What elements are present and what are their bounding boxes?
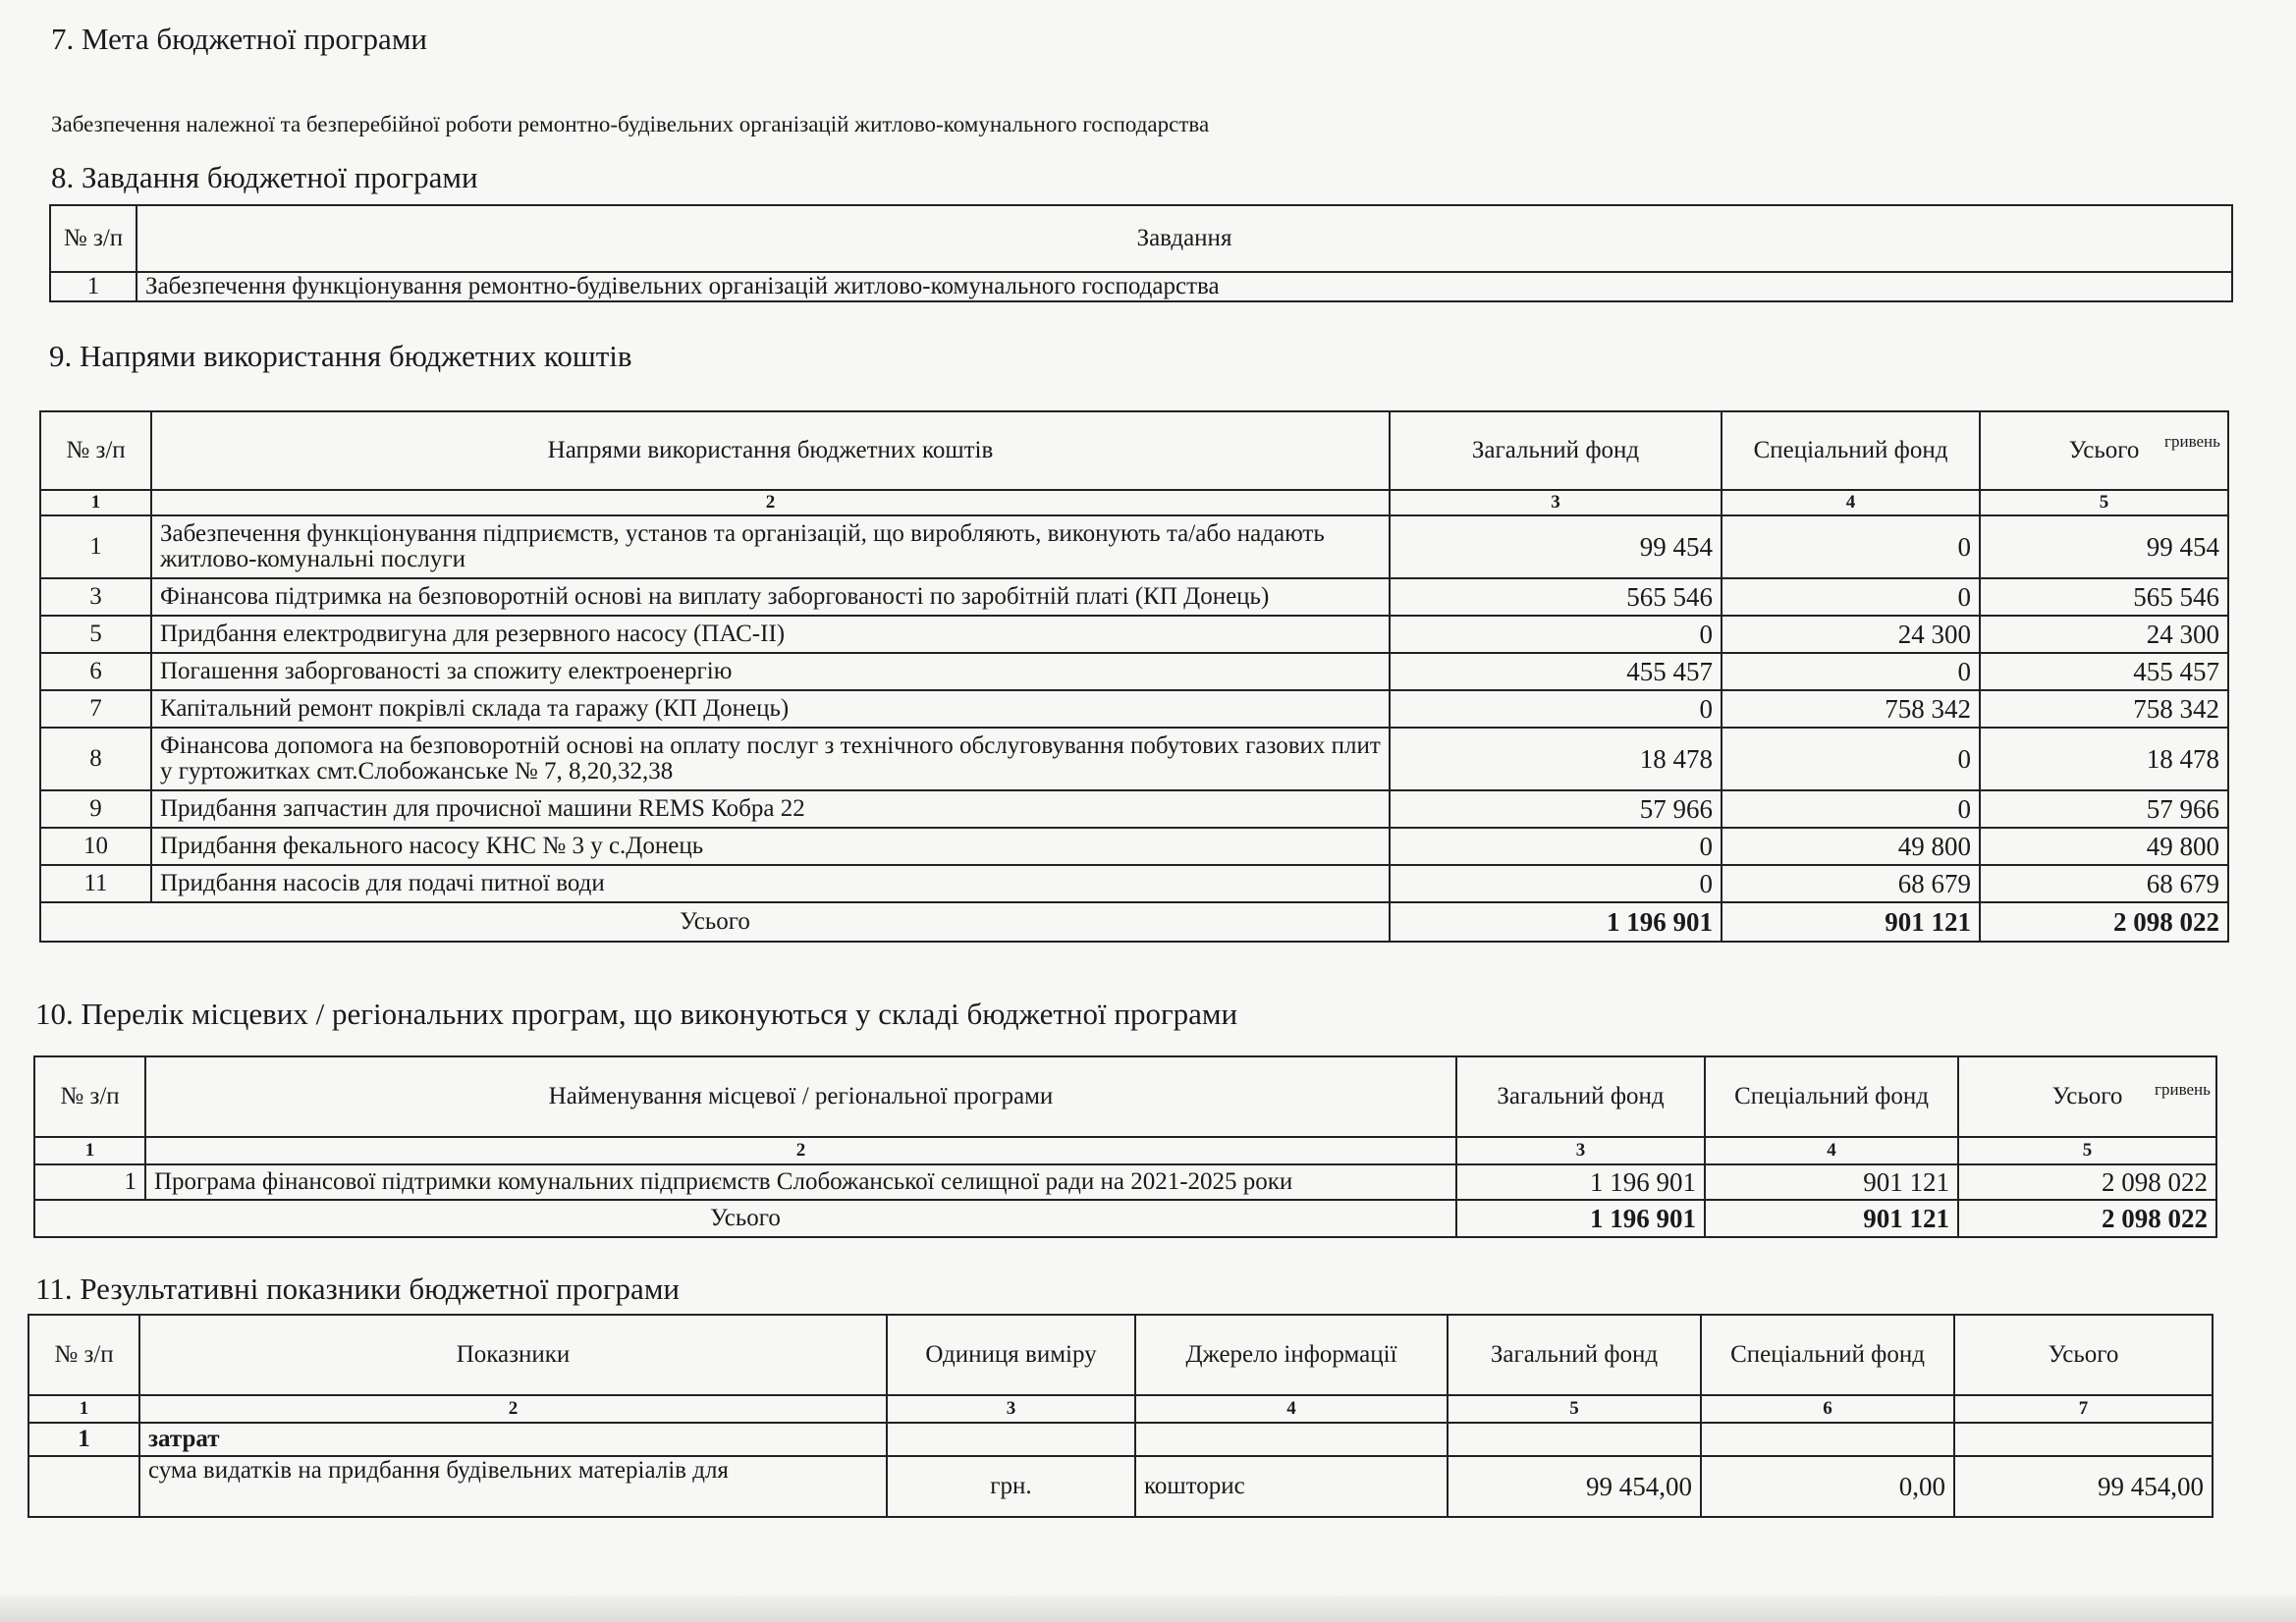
column-header-general-fund: Загальний фонд — [1456, 1056, 1705, 1137]
table-row — [50, 272, 2232, 301]
empty-cell — [1448, 1423, 1701, 1456]
column-index: 2 — [139, 1395, 887, 1423]
row-general-fund: 0 — [1390, 690, 1722, 728]
table-header-row — [50, 205, 2232, 272]
row-direction: Придбання запчастин для прочисної машини REMS Кобра 22 — [151, 790, 1390, 828]
group-label: затрат — [139, 1423, 887, 1456]
table-row — [34, 1164, 2216, 1200]
column-header-total: Усього — [1954, 1315, 2213, 1395]
column-header-general-fund: Загальний фонд — [1390, 411, 1722, 490]
table-header-row — [34, 1056, 2216, 1137]
row-num: 10 — [40, 828, 151, 865]
table-row — [40, 828, 2228, 865]
row-general-fund: 1 196 901 — [1456, 1164, 1705, 1200]
row-num: 1 — [50, 272, 137, 301]
column-header-general-fund: Загальний фонд — [1448, 1315, 1701, 1395]
table-row — [40, 578, 2228, 616]
table-row — [28, 1456, 2213, 1517]
column-index-row — [28, 1395, 2213, 1423]
column-index: 6 — [1701, 1395, 1954, 1423]
row-direction: Придбання фекального насосу КНС № 3 у с.Донець — [151, 828, 1390, 865]
row-program-name: Програма фінансової підтримки комунальних підприємств Слобожанської селищної ради на 2021-2025 роки — [145, 1164, 1456, 1200]
table-row — [40, 790, 2228, 828]
row-general-fund: 57 966 — [1390, 790, 1722, 828]
row-general-fund: 0 — [1390, 616, 1722, 653]
row-num: 11 — [40, 865, 151, 902]
column-index: 3 — [1456, 1137, 1705, 1164]
table-row — [40, 515, 2228, 578]
row-direction: Погашення заборгованості за спожиту електроенергію — [151, 653, 1390, 690]
column-index: 2 — [145, 1137, 1456, 1164]
table-row — [40, 728, 2228, 790]
empty-cell — [1701, 1423, 1954, 1456]
table-header-row — [28, 1315, 2213, 1395]
column-index: 5 — [1448, 1395, 1701, 1423]
column-index: 7 — [1954, 1395, 2213, 1423]
column-header-special-fund: Спеціальний фонд — [1701, 1315, 1954, 1395]
row-general-fund: 18 478 — [1390, 728, 1722, 790]
row-total: 455 457 — [1980, 653, 2228, 690]
row-total: 2 098 022 — [1958, 1164, 2216, 1200]
column-header-num: № з/п — [34, 1056, 145, 1137]
column-header-special-fund: Спеціальний фонд — [1722, 411, 1980, 490]
column-header-indicator: Показники — [139, 1315, 887, 1395]
column-header-num: № з/п — [28, 1315, 139, 1395]
budget-directions-table — [39, 410, 2229, 943]
column-header-num: № з/п — [40, 411, 151, 490]
row-special-fund: 68 679 — [1722, 865, 1980, 902]
column-header-source: Джерело інформації — [1135, 1315, 1448, 1395]
column-header-total: Усього — [1980, 411, 2228, 490]
column-index: 1 — [28, 1395, 139, 1423]
empty-cell — [1135, 1423, 1448, 1456]
scan-edge — [0, 1595, 2296, 1622]
table-row — [40, 690, 2228, 728]
row-special-fund: 0 — [1722, 653, 1980, 690]
total-row — [40, 902, 2228, 942]
total-label: Усього — [40, 902, 1390, 942]
unit-label: гривень — [2164, 432, 2220, 451]
row-num: 8 — [40, 728, 151, 790]
tasks-table — [49, 204, 2233, 302]
row-num: 1 — [40, 515, 151, 578]
column-header-total: Усього — [1958, 1056, 2216, 1137]
row-direction: Капітальний ремонт покрівлі склада та гаражу (КП Донець) — [151, 690, 1390, 728]
row-direction: Фінансова підтримка на безповоротній основі на виплату заборгованості по заробітній платі (КП Донець) — [151, 578, 1390, 616]
unit-label: гривень — [2155, 1080, 2211, 1099]
row-total: 49 800 — [1980, 828, 2228, 865]
column-index: 5 — [1958, 1137, 2216, 1164]
column-index: 1 — [40, 490, 151, 515]
row-num: 5 — [40, 616, 151, 653]
section-9-title: 9. Напрями використання бюджетних коштів — [49, 339, 632, 373]
column-index: 3 — [1390, 490, 1722, 515]
group-num: 1 — [28, 1423, 139, 1456]
total-row — [34, 1200, 2216, 1237]
row-task: Забезпечення функціонування ремонтно-будівельних організацій житлово-комунального господарства — [137, 272, 2232, 301]
column-index: 3 — [887, 1395, 1135, 1423]
row-general-fund: 0 — [1390, 865, 1722, 902]
total-general-fund: 1 196 901 — [1390, 902, 1722, 942]
total-total: 2 098 022 — [1980, 902, 2228, 942]
table-header-row — [40, 411, 2228, 490]
row-special-fund: 49 800 — [1722, 828, 1980, 865]
group-row — [28, 1423, 2213, 1456]
column-header-program-name: Найменування місцевої / регіональної програми — [145, 1056, 1456, 1137]
total-general-fund: 1 196 901 — [1456, 1200, 1705, 1237]
column-index: 4 — [1135, 1395, 1448, 1423]
row-total: 565 546 — [1980, 578, 2228, 616]
section-8-title: 8. Завдання бюджетної програми — [51, 160, 478, 194]
row-total: 758 342 — [1980, 690, 2228, 728]
row-total: 57 966 — [1980, 790, 2228, 828]
table-row — [40, 616, 2228, 653]
row-special-fund: 24 300 — [1722, 616, 1980, 653]
empty-cell — [887, 1423, 1135, 1456]
row-general-fund: 565 546 — [1390, 578, 1722, 616]
row-num: 9 — [40, 790, 151, 828]
section-7-title: 7. Мета бюджетної програми — [51, 22, 428, 56]
empty-cell — [1954, 1423, 2213, 1456]
program-purpose-text: Забезпечення належної та безперебійної роботи ремонтно-будівельних організацій житлово-комунального господарства — [51, 112, 1210, 136]
total-special-fund: 901 121 — [1705, 1200, 1958, 1237]
table-row — [40, 653, 2228, 690]
row-direction: Придбання електродвигуна для резервного насосу (ПАС-ІІ) — [151, 616, 1390, 653]
row-source: кошторис — [1135, 1456, 1448, 1517]
column-index: 4 — [1705, 1137, 1958, 1164]
row-general-fund: 455 457 — [1390, 653, 1722, 690]
row-general-fund: 99 454 — [1390, 515, 1722, 578]
row-special-fund: 901 121 — [1705, 1164, 1958, 1200]
column-header-direction: Напрями використання бюджетних коштів — [151, 411, 1390, 490]
row-general-fund: 99 454,00 — [1448, 1456, 1701, 1517]
section-11-title: 11. Результативні показники бюджетної програми — [35, 1271, 681, 1306]
row-total: 99 454 — [1980, 515, 2228, 578]
column-header-special-fund: Спеціальний фонд — [1705, 1056, 1958, 1137]
row-direction: Забезпечення функціонування підприємств, установ та організацій, що виробляють, виконують та/або надають житлово-комунальні послуги — [151, 515, 1390, 578]
row-num — [28, 1456, 139, 1517]
column-index-row — [40, 490, 2228, 515]
performance-indicators-table — [27, 1314, 2214, 1518]
section-10-title: 10. Перелік місцевих / регіональних програм, що виконуються у складі бюджетної програми — [35, 997, 1238, 1031]
row-num: 1 — [34, 1164, 145, 1200]
row-special-fund: 0 — [1722, 515, 1980, 578]
row-direction: Фінансова допомога на безповоротній основі на оплату послуг з технічного обслуговування побутових газових плит у гуртожитках смт.Слобожанське № 7, 8,20,32,38 — [151, 728, 1390, 790]
column-index: 2 — [151, 490, 1390, 515]
row-special-fund: 0 — [1722, 578, 1980, 616]
row-num: 6 — [40, 653, 151, 690]
column-index-row — [34, 1137, 2216, 1164]
row-total: 99 454,00 — [1954, 1456, 2213, 1517]
local-programs-table — [33, 1055, 2217, 1238]
row-total: 24 300 — [1980, 616, 2228, 653]
row-unit: грн. — [887, 1456, 1135, 1517]
row-num: 7 — [40, 690, 151, 728]
row-special-fund: 0,00 — [1701, 1456, 1954, 1517]
row-num: 3 — [40, 578, 151, 616]
row-total: 68 679 — [1980, 865, 2228, 902]
row-direction: Придбання насосів для подачі питної води — [151, 865, 1390, 902]
row-special-fund: 758 342 — [1722, 690, 1980, 728]
row-total: 18 478 — [1980, 728, 2228, 790]
column-index: 4 — [1722, 490, 1980, 515]
row-general-fund: 0 — [1390, 828, 1722, 865]
table-row — [40, 865, 2228, 902]
row-special-fund: 0 — [1722, 790, 1980, 828]
total-label: Усього — [34, 1200, 1456, 1237]
column-index: 1 — [34, 1137, 145, 1164]
column-header-unit: Одиниця виміру — [887, 1315, 1135, 1395]
column-index: 5 — [1980, 490, 2228, 515]
row-special-fund: 0 — [1722, 728, 1980, 790]
total-special-fund: 901 121 — [1722, 902, 1980, 942]
total-total: 2 098 022 — [1958, 1200, 2216, 1237]
row-indicator: сума видатків на придбання будівельних матеріалів для — [139, 1456, 887, 1517]
column-header-task: Завдання — [137, 205, 2232, 272]
column-header-num: № з/п — [50, 205, 137, 272]
